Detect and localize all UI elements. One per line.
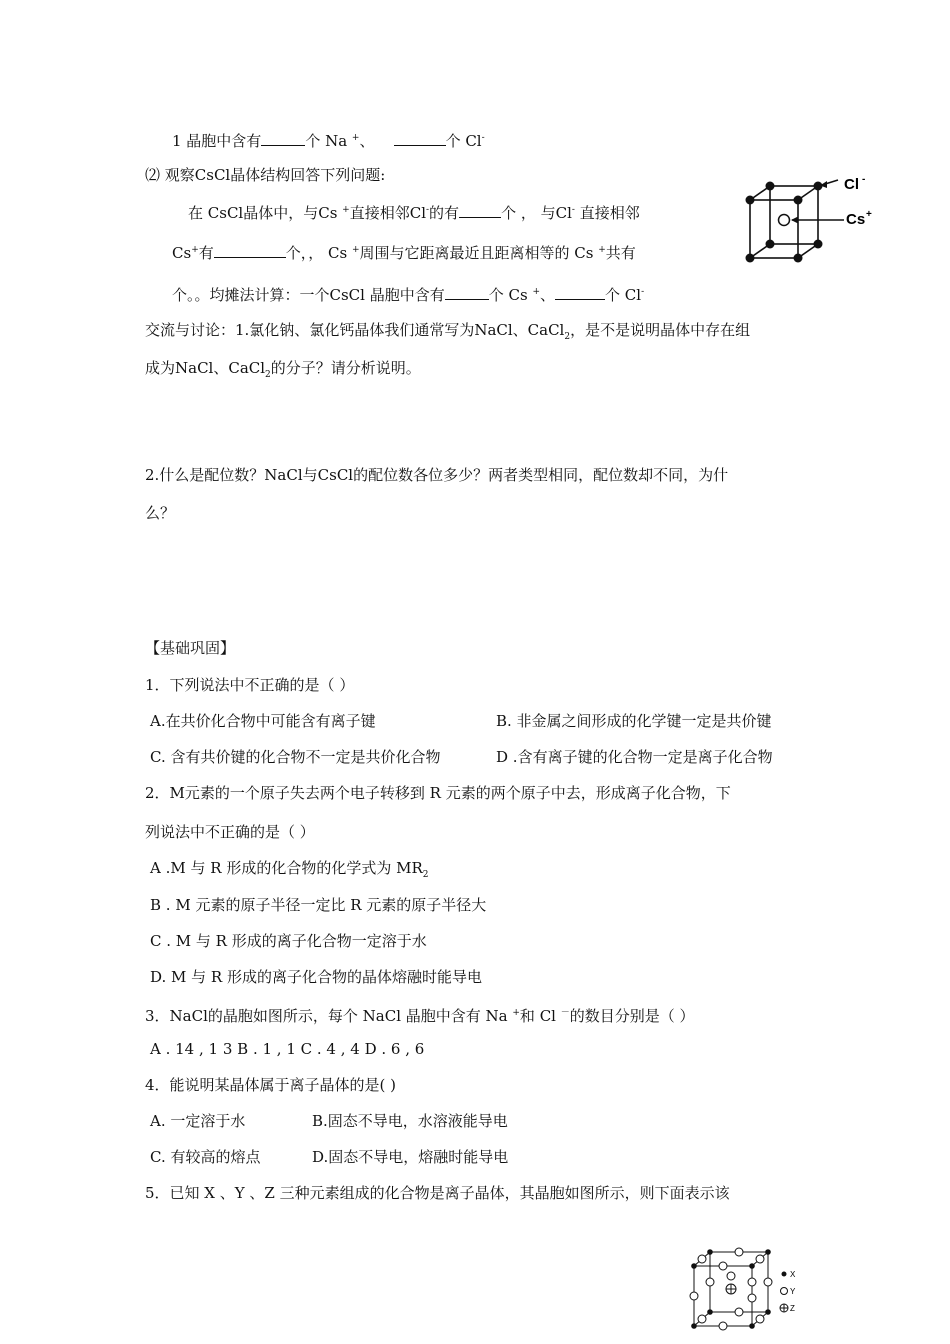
- q4-option-a: [150, 1111, 245, 1131]
- sub: 2: [265, 370, 271, 380]
- question-4: [145, 1075, 396, 1095]
- line-5: [172, 282, 644, 305]
- line-8: [145, 465, 728, 485]
- text: C. 含有共价键的化合物不一定是共价化合物: [150, 748, 441, 766]
- text: ⑵ 观察CsCl晶体结构回答下列问题:: [145, 166, 386, 184]
- blank[interactable]: [555, 285, 605, 300]
- text: ，是不是说明晶体中存在组: [570, 321, 751, 339]
- sup: -: [641, 287, 645, 297]
- blank[interactable]: [394, 131, 446, 146]
- text: 交流与讨论：1.氯化钠、氯化钙晶体我们通常写为NaCl、CaCl: [145, 321, 565, 339]
- text: Cs: [172, 244, 192, 262]
- line-4: [172, 240, 636, 263]
- sup: －: [560, 1008, 570, 1018]
- text: 和 Cl: [519, 1007, 561, 1025]
- cl-label: Cl: [844, 176, 859, 193]
- q4-option-d: [312, 1147, 508, 1167]
- sup: +: [532, 287, 540, 297]
- sup: -: [426, 205, 430, 215]
- sup: +: [342, 205, 350, 215]
- text: 共有: [605, 244, 636, 262]
- line-7: [145, 358, 421, 385]
- text: 在 CsCl晶体中，与Cs: [188, 204, 343, 222]
- question-5: [145, 1183, 730, 1203]
- q2-option-d: [150, 967, 482, 987]
- text: 、: [540, 286, 556, 304]
- text: C . M 与 R 形成的离子化合物一定溶于水: [150, 932, 427, 950]
- q1-option-c: [150, 747, 440, 767]
- q3-options: [150, 1039, 424, 1059]
- text: 个 Cl: [605, 286, 642, 304]
- cs-label: Cs: [846, 211, 866, 228]
- text: 2．M元素的一个原子失去两个电子转移到 R 元素的两个原子中去，形成离子化合物，下: [145, 784, 731, 802]
- sup: +: [191, 245, 199, 255]
- cs-sup: +: [866, 209, 872, 220]
- text: D .含有离子键的化合物一定是离子化合物: [496, 748, 773, 766]
- text: D.固态不导电，熔融时能导电: [312, 1148, 509, 1166]
- text: A.在共价化合物中可能含有离子键: [150, 712, 376, 730]
- text: A . 14 , 1 3 B . 1 , 1 C . 4 , 4 D . 6 , 6: [150, 1040, 425, 1058]
- text: D. M 与 R 形成的离子化合物的晶体熔融时能导电: [150, 968, 482, 986]
- sup: +: [598, 245, 606, 255]
- text: 、: [359, 132, 375, 150]
- text: 有: [198, 244, 214, 262]
- section-title: [145, 638, 235, 658]
- text: 2.什么是配位数？NaCl与CsCl的配位数各位多少？两者类型相同，配位数却不同，为什: [145, 466, 729, 484]
- text: 【基础巩固】: [145, 639, 236, 657]
- text: A .M 与 R 形成的化合物的化学式为 MR: [150, 859, 423, 877]
- question-1: [145, 675, 354, 695]
- q4-option-b: [312, 1111, 508, 1131]
- q1-option-b: [496, 711, 772, 731]
- text: A. 一定溶于水: [150, 1112, 246, 1130]
- line-6: [145, 320, 750, 347]
- q1-option-a: [150, 711, 376, 731]
- text: 3．NaCl的晶胞如图所示，每个 NaCl 晶胞中含有 Na: [145, 1007, 513, 1025]
- text: 个 Cl: [445, 132, 482, 150]
- question-3: [145, 1003, 695, 1026]
- text: 的有: [429, 204, 460, 222]
- sup: -: [571, 205, 575, 215]
- cl-sup: -: [862, 174, 866, 185]
- text: B.固态不导电，水溶液能导电: [312, 1112, 508, 1130]
- line-3: [188, 200, 640, 223]
- x-label: X: [790, 1270, 796, 1279]
- blank[interactable]: [459, 203, 501, 218]
- text: B. 非金属之间形成的化学键一定是共价键: [496, 712, 772, 730]
- z-label: Z: [790, 1304, 795, 1313]
- question-2: [145, 783, 731, 803]
- text: 4．能说明某晶体属于离子晶体的是( ): [145, 1076, 397, 1094]
- sup: +: [351, 245, 360, 255]
- sub: 2: [422, 870, 429, 880]
- text: 个 Cs: [488, 286, 533, 304]
- text: 5．已知 X 、Y 、Z 三种元素组成的化合物是离子晶体，其晶胞如图所示，则下面表示该: [145, 1184, 730, 1202]
- q2-option-a: [150, 858, 428, 885]
- text: 直接相邻Cl: [349, 204, 426, 222]
- text: 的分子？请分析说明。: [270, 359, 421, 377]
- line-1: [172, 128, 485, 151]
- cscl-crystal-figure: [740, 170, 880, 270]
- text: B . M 元素的原子半径一定比 R 元素的原子半径大: [150, 896, 487, 914]
- text: 列说法中不正确的是（ ）: [145, 823, 315, 841]
- text: 1 晶胞中含有: [172, 132, 262, 150]
- text: 周围与它距离最近且距离相等的 Cs: [359, 244, 599, 262]
- sup: +: [351, 133, 360, 143]
- text: 的数目分别是（ ）: [569, 1007, 695, 1025]
- sup: -: [481, 133, 485, 143]
- question-2-cont: [145, 822, 315, 842]
- sub: 2: [564, 332, 571, 342]
- text: 个。。均摊法计算：一个CsCl 晶胞中含有: [172, 286, 445, 304]
- q1-option-d: [496, 747, 773, 767]
- q4-option-c: [150, 1147, 260, 1167]
- y-label: Y: [790, 1287, 796, 1296]
- text: C. 有较高的熔点: [150, 1148, 261, 1166]
- blank[interactable]: [445, 285, 489, 300]
- text: 成为NaCl、CaCl: [145, 359, 266, 377]
- q2-option-c: [150, 931, 427, 951]
- line-2: [145, 165, 385, 185]
- text: 个，， Cs: [285, 244, 352, 262]
- q2-option-b: [150, 895, 486, 915]
- blank[interactable]: [214, 243, 286, 258]
- blank[interactable]: [261, 131, 305, 146]
- text: 么？: [145, 504, 176, 522]
- text: 1．下列说法中不正确的是（ ）: [145, 676, 355, 694]
- text: 个 ， 与Cl: [501, 204, 572, 222]
- xyz-crystal-figure: [688, 1246, 808, 1336]
- line-9: [145, 503, 175, 523]
- text: 直接相邻: [574, 204, 640, 222]
- sup: +: [512, 1008, 520, 1018]
- text: 个 Na: [305, 132, 352, 150]
